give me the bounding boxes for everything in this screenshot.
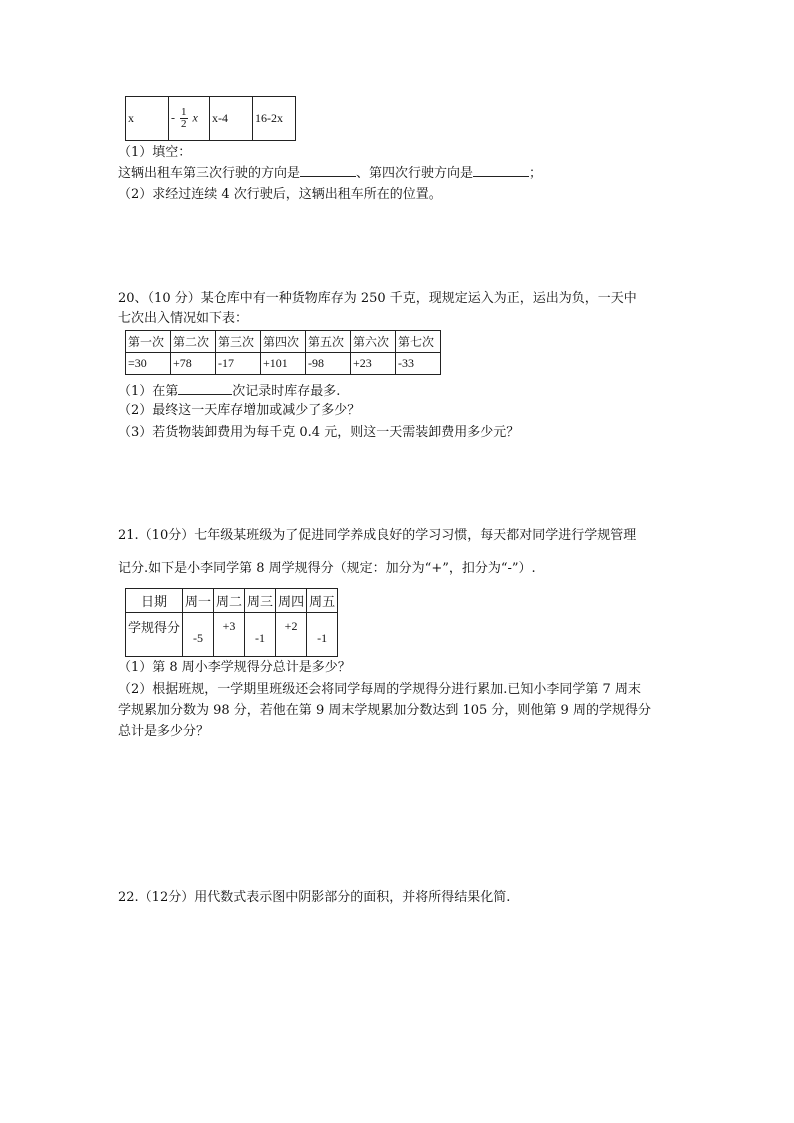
q19-blank-2	[473, 164, 529, 177]
q20-header: 第二次	[171, 331, 216, 353]
q21-value: +3	[214, 613, 245, 657]
q21-part1: （1）第 8 周小李学规得分总计是多少？	[118, 660, 351, 675]
q21-value: +2	[276, 613, 307, 657]
q19-part1-label: （1）填空：	[118, 145, 192, 160]
q19-part2: （2）求经过连续 4 次行驶后，这辆出租车所在的位置。	[118, 187, 442, 202]
q21-header-date: 日期	[126, 589, 183, 613]
q20-line1: 20、（10 分）某仓库中有一种货物库存为 250 千克，现规定运入为正，运出为负，一天中	[118, 291, 637, 306]
q19-part1-a: 这辆出租车第三次行驶的方向是	[118, 166, 301, 181]
q21-row-label: 学规得分	[126, 613, 183, 657]
q20-part2: （2）最终这一天库存增加或减少了多少？	[118, 403, 361, 418]
q19-cell-x: x	[126, 97, 169, 141]
q21-table	[125, 588, 338, 657]
q21-header-day: 周一	[183, 589, 214, 613]
q20-header: 第三次	[216, 331, 261, 353]
q21-line2: 记分.如下是小李同学第 8 周学规得分（规定：加分为“+”，扣分为“-”）.	[118, 561, 536, 576]
q20-header: 第一次	[126, 331, 171, 353]
q20-part1	[118, 382, 340, 401]
q19-fraction	[180, 107, 188, 130]
q21-value: -5	[183, 613, 214, 657]
q20-header-row	[126, 331, 441, 353]
q19-part1-text	[118, 164, 542, 183]
q20-value-row	[126, 353, 441, 375]
q21-part2-line2: 学规累加分数为 98 分，若他在第 9 周末学规累加分数达到 105 分，则他第 9 周的学规得分	[118, 703, 651, 718]
q19-blank-1	[300, 164, 356, 177]
q19-sign: -	[171, 110, 175, 125]
q20-value: =30	[126, 353, 171, 375]
q20-part3: （3）若货物装卸费用为每千克 0.4 元，则这一天需装卸费用多少元？	[118, 425, 520, 440]
q20-value: -17	[216, 353, 261, 375]
q21-line1: 21.（10分）七年级某班级为了促进同学养成良好的学习习惯，每天都对同学进行学规管理	[118, 528, 637, 543]
q19-part1-b: 、第四次行驶方向是	[356, 166, 474, 181]
q21-header-day: 周三	[245, 589, 276, 613]
q22-line1: 22.（12分）用代数式表示图中阴影部分的面积，并将所得结果化简.	[118, 890, 511, 905]
q19-fraction-numerator: 1	[181, 106, 187, 118]
q20-header: 第五次	[306, 331, 351, 353]
q20-blank	[178, 382, 232, 395]
q21-value-row	[126, 613, 338, 657]
q20-value: -98	[306, 353, 351, 375]
q19-fraction-denominator: 2	[181, 118, 187, 130]
q20-part1-b: 次记录时库存最多.	[232, 384, 341, 399]
q20-header: 第七次	[396, 331, 441, 353]
q21-part2-line1: （2）根据班规，一学期里班级还会将同学每周的学规得分进行累加.已知小李同学第 7 周末	[118, 682, 641, 697]
q21-header-row	[126, 589, 338, 613]
q19-part1-c: ；	[529, 166, 543, 181]
q20-header: 第四次	[261, 331, 306, 353]
q20-value: +23	[351, 353, 396, 375]
q19-table	[125, 96, 296, 141]
q20-value: +101	[261, 353, 306, 375]
q21-header-day: 周四	[276, 589, 307, 613]
q21-header-day: 周二	[214, 589, 245, 613]
q20-value: +78	[171, 353, 216, 375]
q20-table	[125, 330, 441, 375]
q19-cell-x-minus-4: x-4	[210, 97, 253, 141]
q20-line2: 七次出入情况如下表：	[118, 311, 249, 326]
q20-part1-a: （1）在第	[118, 384, 179, 399]
q19-cell-16-minus-2x: 16-2x	[253, 97, 296, 141]
q20-header: 第六次	[351, 331, 396, 353]
q19-var: x	[192, 110, 198, 125]
q21-header-day: 周五	[307, 589, 338, 613]
q21-value: -1	[307, 613, 338, 657]
q20-value: -33	[396, 353, 441, 375]
q19-cell-half-x	[169, 97, 210, 141]
q21-part2-line3: 总计是多少分？	[118, 724, 210, 739]
q21-value: -1	[245, 613, 276, 657]
